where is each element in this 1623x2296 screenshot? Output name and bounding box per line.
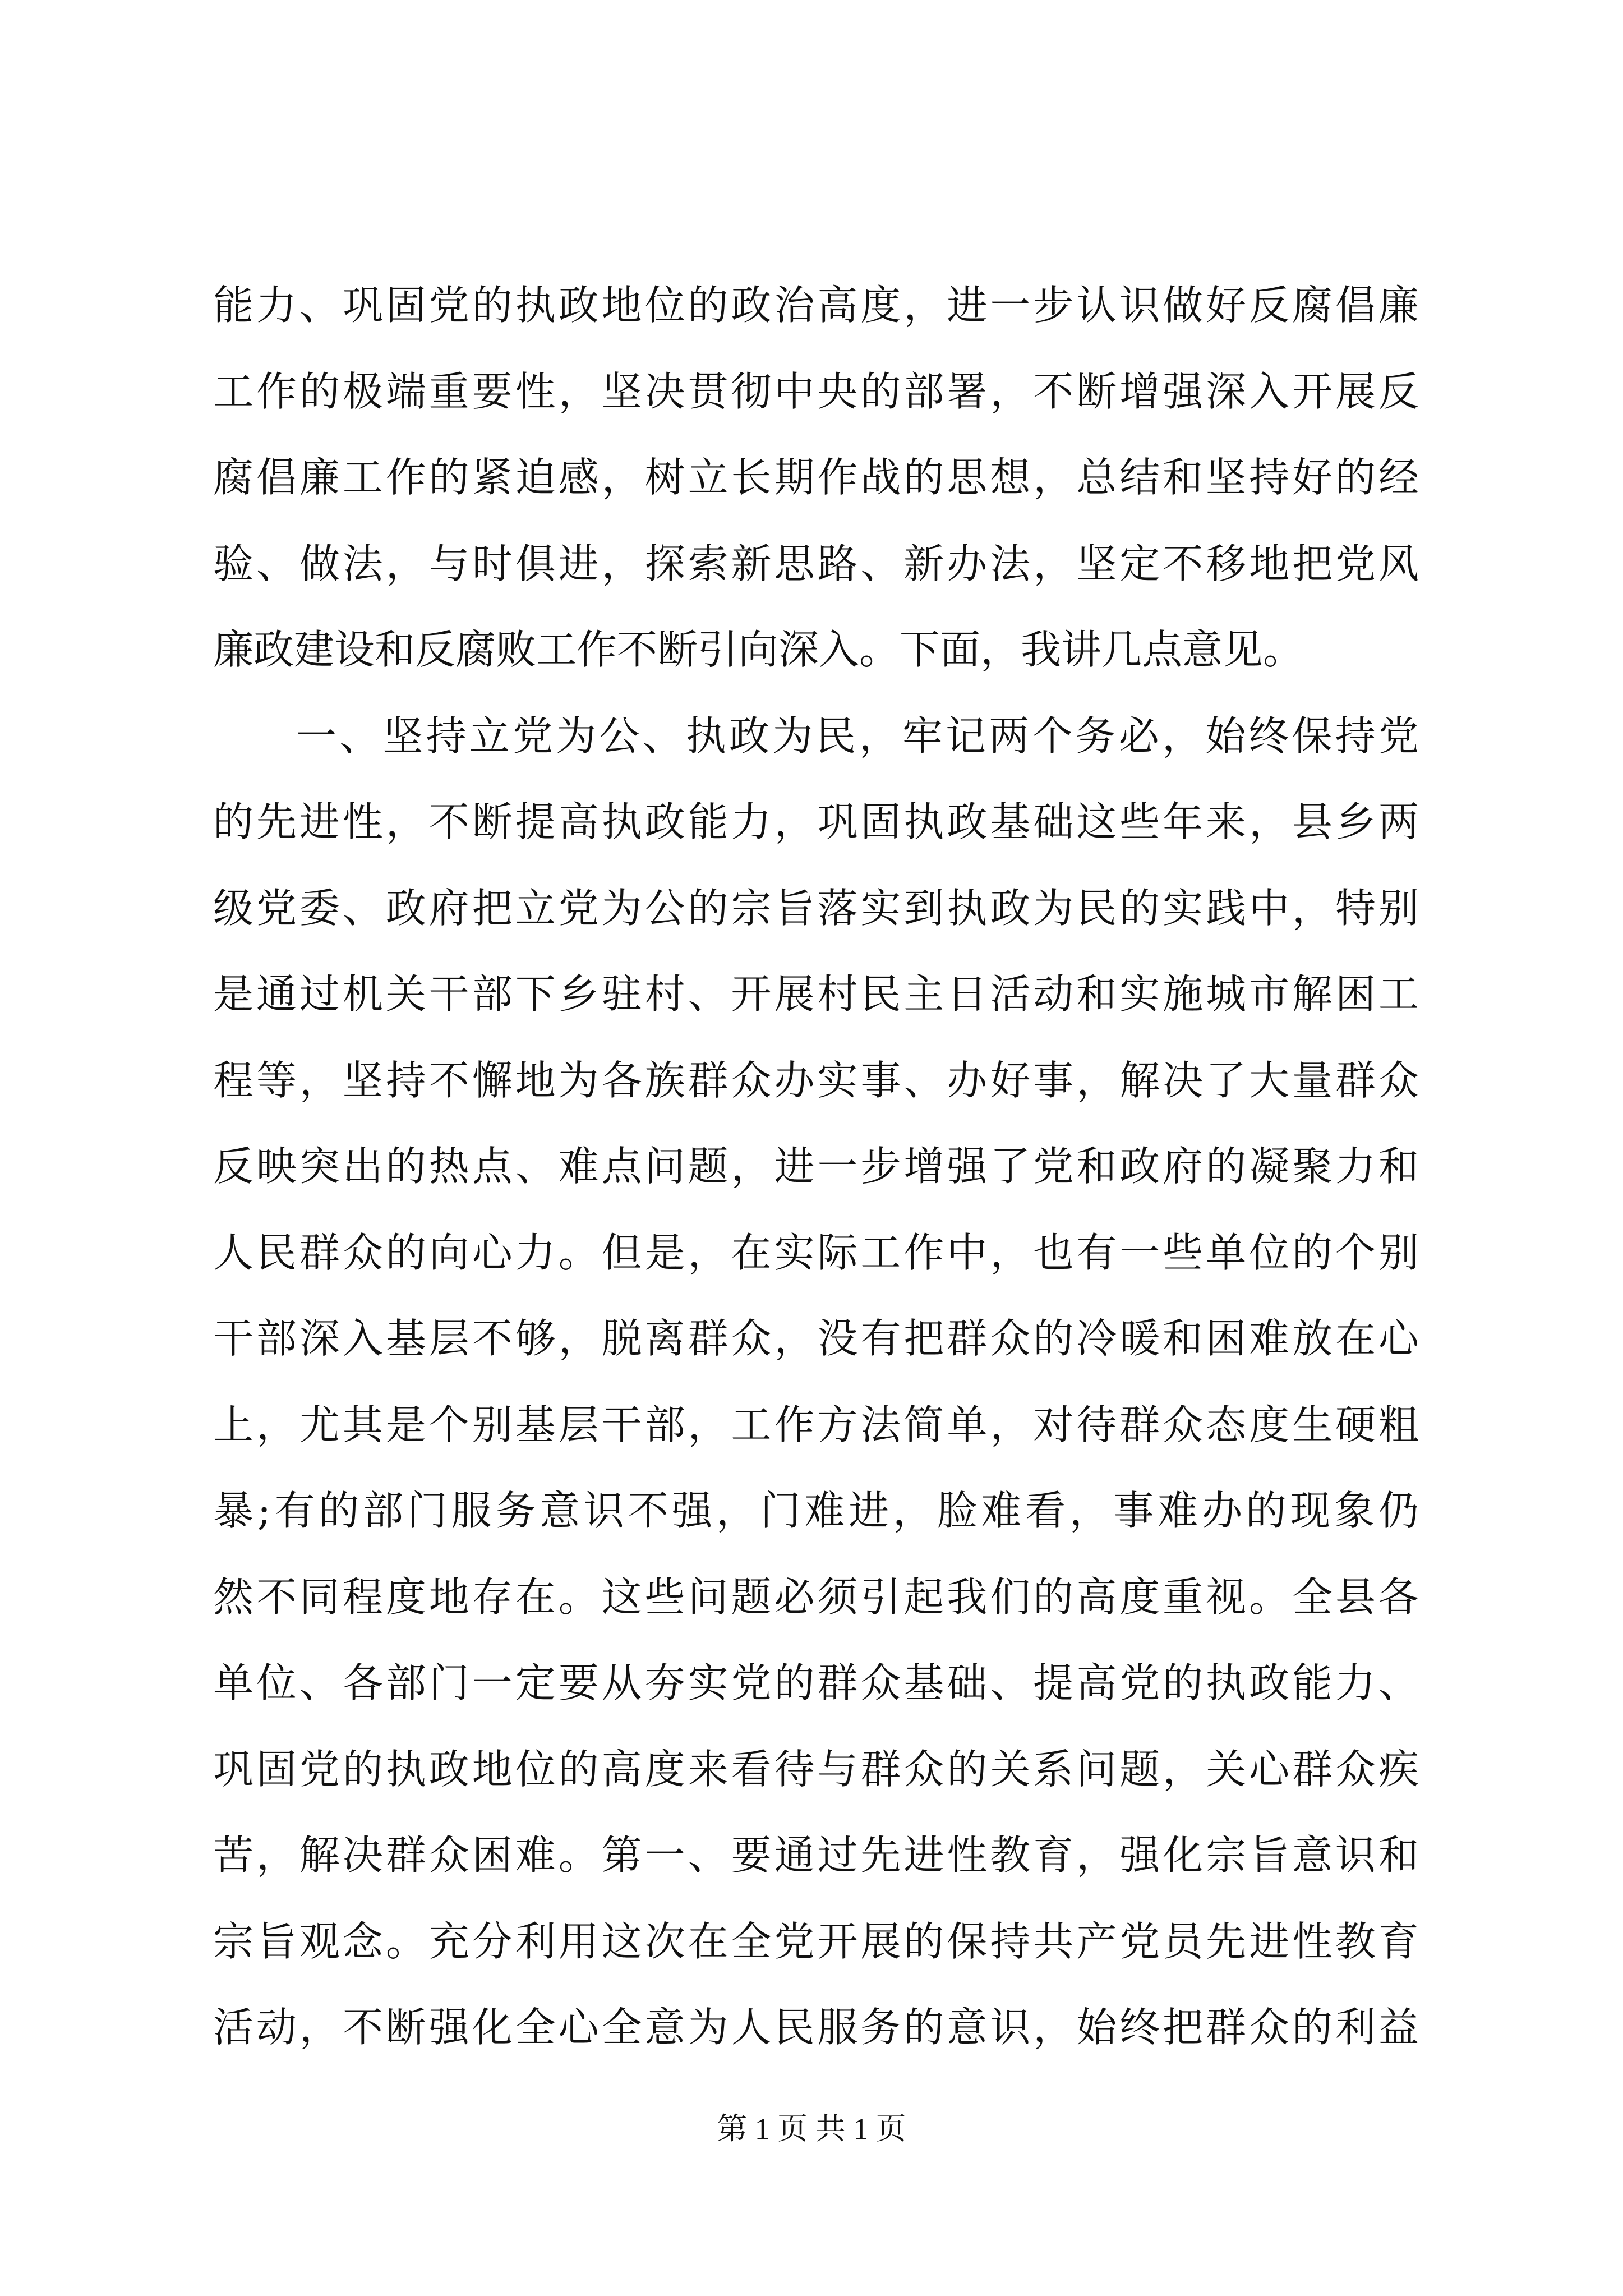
text-line: 活动，不断强化全心全意为人民服务的意识，始终把群众的利益 [213,2004,1419,2051]
text-line: 腐倡廉工作的紧迫感，树立长期作战的思想，总结和坚持好的经 [213,454,1419,501]
text-line: 能力、巩固党的执政地位的政治高度，进一步认识做好反腐倡廉 [213,282,1419,329]
text-line: 级党委、政府把立党为公的宗旨落实到执政为民的实践中，特别 [213,884,1419,932]
text-line: 苦，解决群众困难。第一、要通过先进性教育，强化宗旨意识和 [213,1832,1419,1879]
text-line: 验、做法，与时俱进，探索新思路、新办法，坚定不移地把党风 [213,540,1419,587]
text-line: 单位、各部门一定要从夯实党的群众基础、提高党的执政能力、 [213,1659,1419,1706]
text-line: 上，尤其是个别基层干部，工作方法简单，对待群众态度生硬粗 [213,1401,1419,1448]
text-line: 的先进性，不断提高执政能力，巩固执政基础这些年来，县乡两 [213,798,1419,845]
text-line: 工作的极端重要性，坚决贯彻中央的部署，不断增强深入开展反 [213,367,1419,415]
text-line: 一、坚持立党为公、执政为民，牢记两个务必，始终保持党 [296,712,1419,760]
text-line: 程等，坚持不懈地为各族群众办实事、办好事，解决了大量群众 [213,1056,1419,1104]
text-line: 是通过机关干部下乡驻村、开展村民主日活动和实施城市解困工 [213,970,1419,1018]
text-line: 巩固党的执政地位的高度来看待与群众的关系问题，关心群众疾 [213,1745,1419,1793]
text-line: 人民群众的向心力。但是，在实际工作中，也有一些单位的个别 [213,1228,1419,1276]
text-line: 暴;有的部门服务意识不强，门难进，脸难看，事难办的现象仍 [213,1487,1419,1534]
text-line: 廉政建设和反腐败工作不断引向深入。下面，我讲几点意见。 [213,626,1304,673]
body-text [213,263,1419,2071]
text-line: 反映突出的热点、难点问题，进一步增强了党和政府的凝聚力和 [213,1143,1419,1190]
text-line: 然不同程度地存在。这些问题必须引起我们的高度重视。全县各 [213,1573,1419,1621]
text-line: 干部深入基层不够，脱离群众，没有把群众的冷暖和困难放在心 [213,1315,1419,1362]
page-footer: 第 1 页 共 1 页 [717,2112,906,2146]
text-line: 宗旨观念。充分利用这次在全党开展的保持共产党员先进性教育 [213,1917,1419,1965]
